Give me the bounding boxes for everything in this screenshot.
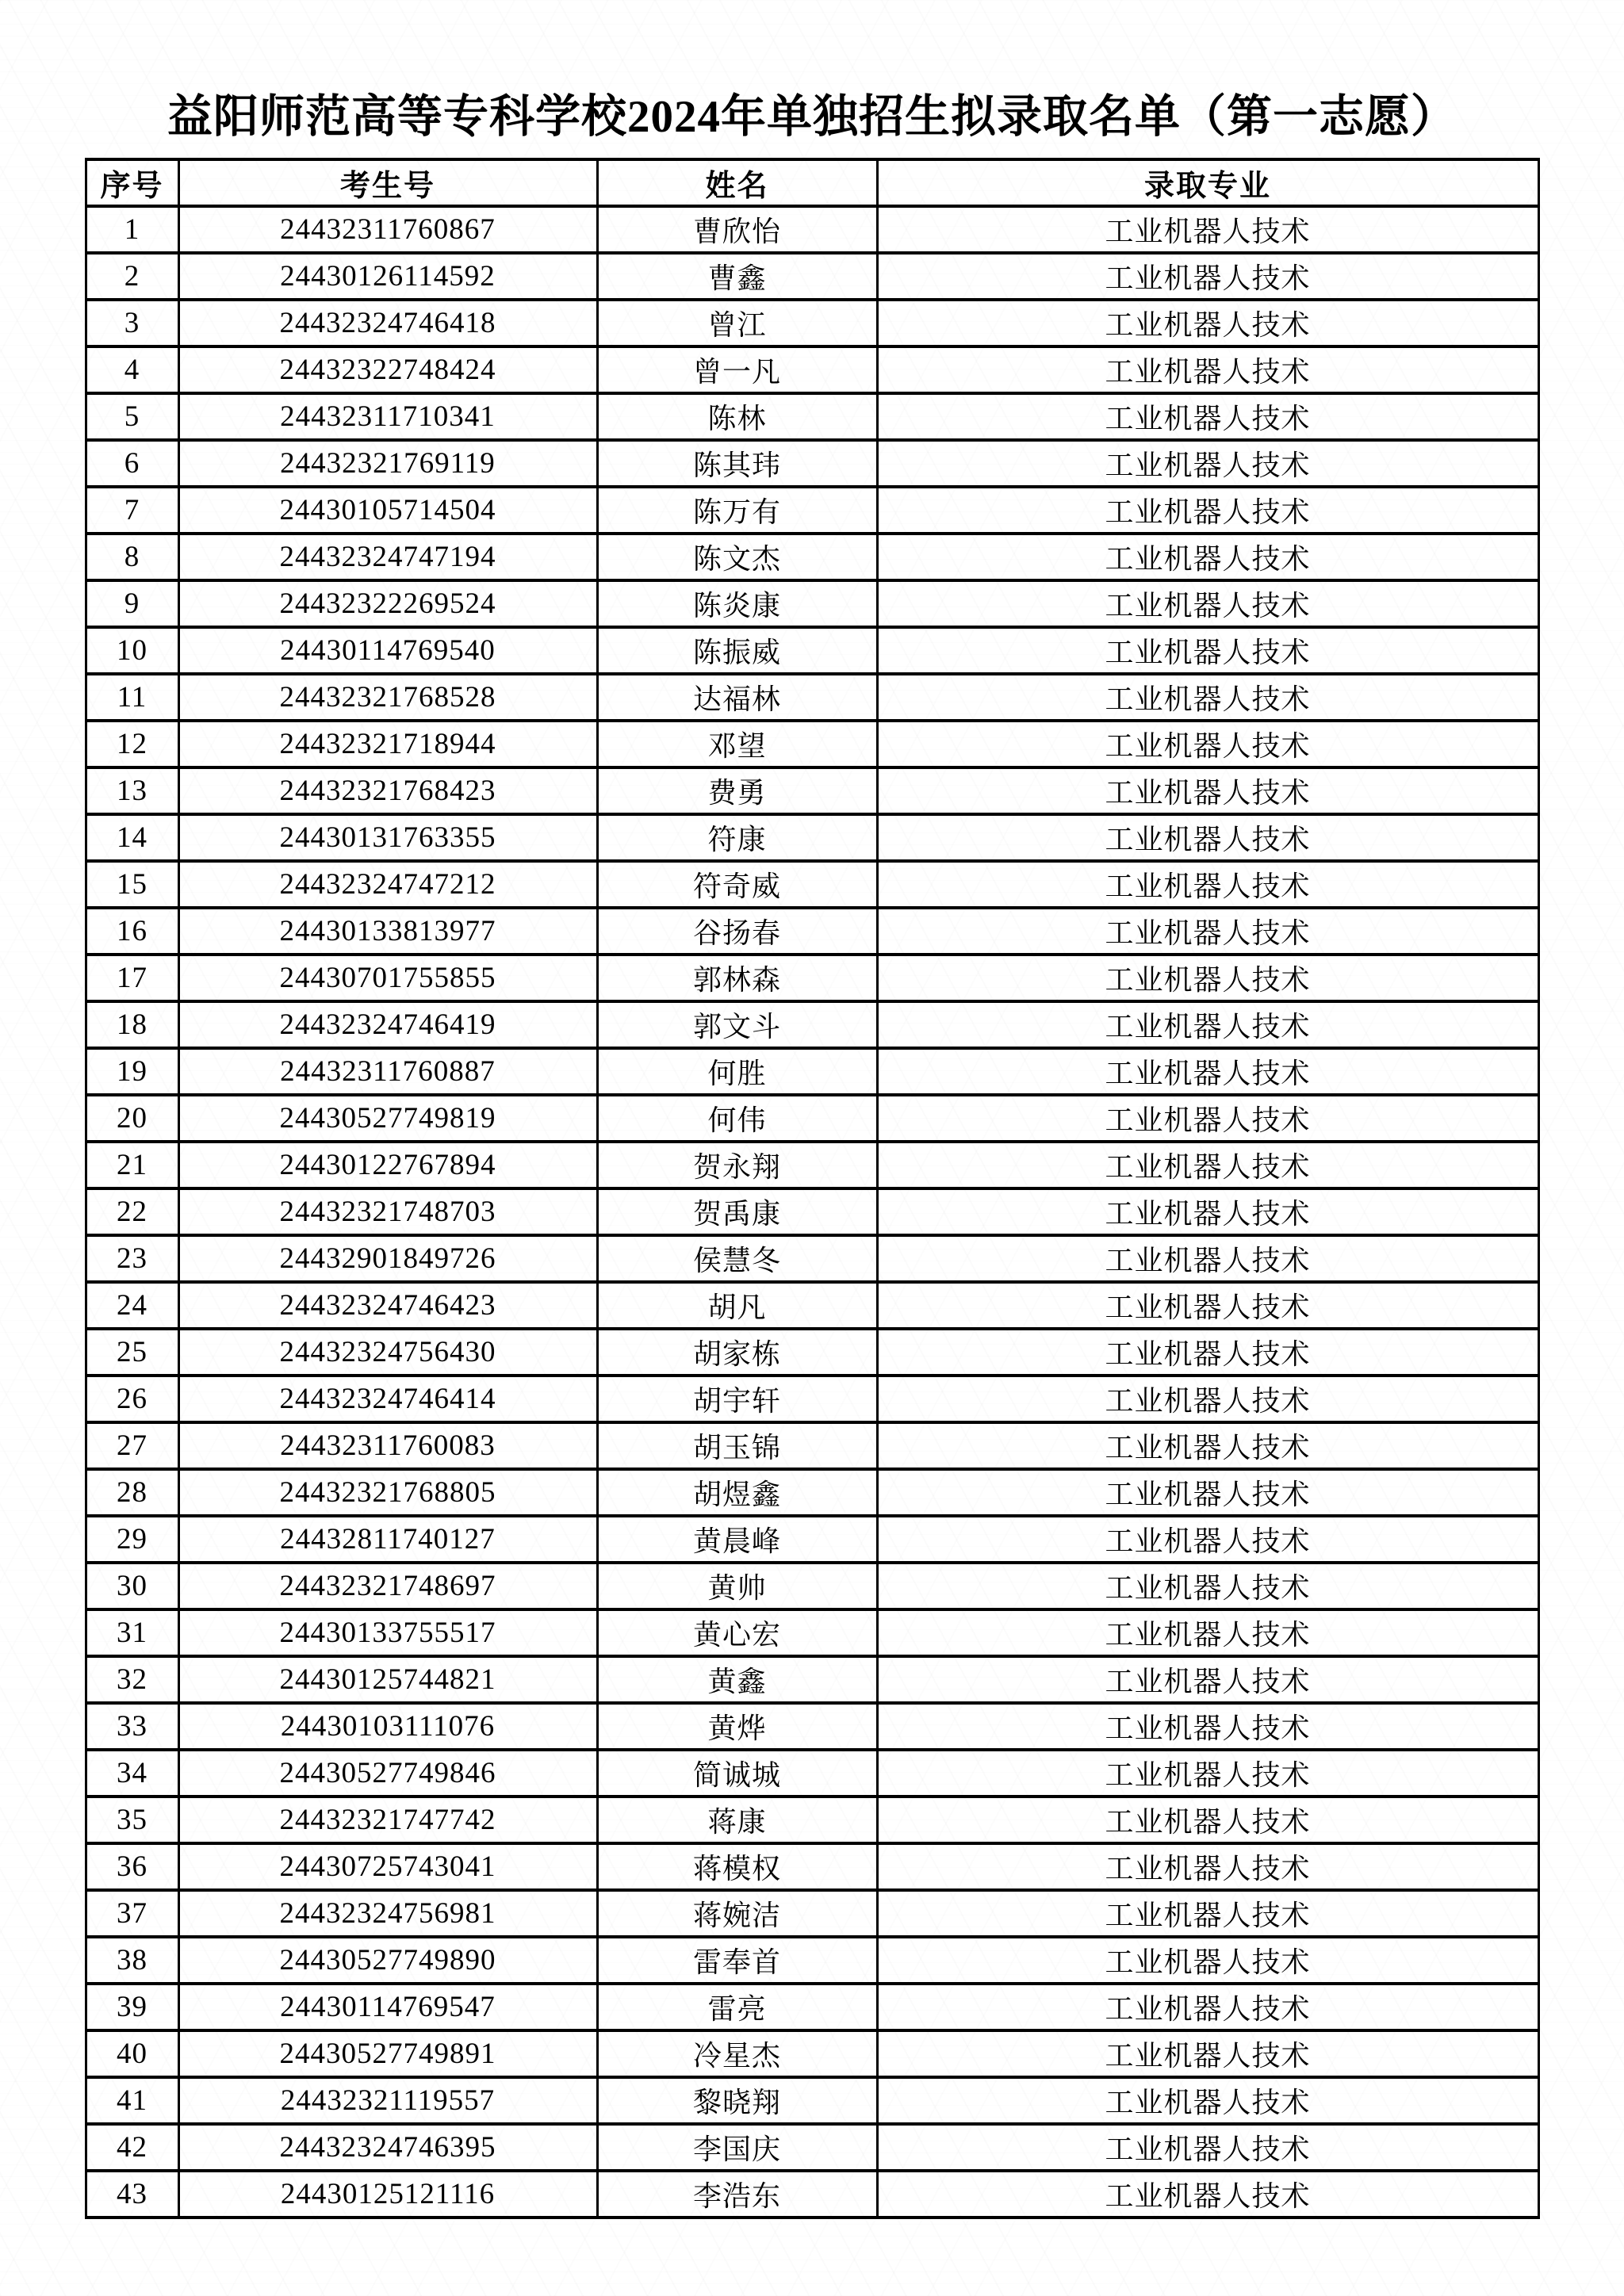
candidate-number-cell: 24432311760887 bbox=[178, 1048, 597, 1095]
admitted-major-cell: 工业机器人技术 bbox=[877, 1376, 1538, 1422]
table-row bbox=[86, 1797, 1538, 1843]
admitted-major-cell: 工业机器人技术 bbox=[877, 1422, 1538, 1469]
name-cell: 黄烨 bbox=[597, 1703, 877, 1750]
serial-number-cell: 4 bbox=[86, 346, 178, 393]
candidate-number-cell: 24430105714504 bbox=[178, 487, 597, 534]
admitted-major-cell: 工业机器人技术 bbox=[877, 1188, 1538, 1235]
serial-number-cell: 18 bbox=[86, 1001, 178, 1048]
serial-number-cell: 9 bbox=[86, 580, 178, 627]
admitted-major-cell: 工业机器人技术 bbox=[877, 1001, 1538, 1048]
table-row bbox=[86, 1048, 1538, 1095]
table-row bbox=[86, 487, 1538, 534]
candidate-number-cell: 24432321768805 bbox=[178, 1469, 597, 1516]
table-row bbox=[86, 721, 1538, 767]
name-cell: 曹欣怡 bbox=[597, 206, 877, 253]
admitted-major-cell: 工业机器人技术 bbox=[877, 206, 1538, 253]
serial-number-cell: 22 bbox=[86, 1188, 178, 1235]
admitted-major-cell: 工业机器人技术 bbox=[877, 1563, 1538, 1609]
name-cell: 黄帅 bbox=[597, 1563, 877, 1609]
name-cell: 胡玉锦 bbox=[597, 1422, 877, 1469]
admitted-major-cell: 工业机器人技术 bbox=[877, 1609, 1538, 1656]
table-row bbox=[86, 1516, 1538, 1563]
name-cell: 李国庆 bbox=[597, 2124, 877, 2171]
admitted-major-cell: 工业机器人技术 bbox=[877, 1843, 1538, 1890]
serial-number-cell: 29 bbox=[86, 1516, 178, 1563]
table-row bbox=[86, 2077, 1538, 2124]
table-row bbox=[86, 2171, 1538, 2218]
candidate-number-cell: 24432321747742 bbox=[178, 1797, 597, 1843]
admitted-major-cell: 工业机器人技术 bbox=[877, 1656, 1538, 1703]
table-row bbox=[86, 2124, 1538, 2171]
table-row bbox=[86, 1890, 1538, 1937]
table-row bbox=[86, 814, 1538, 861]
serial-number-cell: 41 bbox=[86, 2077, 178, 2124]
candidate-number-cell: 24432321768528 bbox=[178, 674, 597, 721]
candidate-number-cell: 24432324747212 bbox=[178, 861, 597, 908]
serial-number-cell: 33 bbox=[86, 1703, 178, 1750]
admitted-major-cell: 工业机器人技术 bbox=[877, 674, 1538, 721]
candidate-number-cell: 24430701755855 bbox=[178, 955, 597, 1001]
table-row bbox=[86, 955, 1538, 1001]
serial-number-cell: 28 bbox=[86, 1469, 178, 1516]
table-header-row bbox=[86, 159, 1538, 206]
candidate-number-cell: 24430114769540 bbox=[178, 627, 597, 674]
admitted-major-cell: 工业机器人技术 bbox=[877, 721, 1538, 767]
admitted-major-cell: 工业机器人技术 bbox=[877, 861, 1538, 908]
serial-number-cell: 13 bbox=[86, 767, 178, 814]
name-cell: 雷亮 bbox=[597, 1984, 877, 2030]
admitted-major-cell: 工业机器人技术 bbox=[877, 2077, 1538, 2124]
admitted-major-cell: 工业机器人技术 bbox=[877, 1750, 1538, 1797]
serial-number-cell: 26 bbox=[86, 1376, 178, 1422]
name-cell: 胡凡 bbox=[597, 1282, 877, 1329]
name-cell: 符康 bbox=[597, 814, 877, 861]
candidate-number-cell: 24432311760867 bbox=[178, 206, 597, 253]
admitted-major-cell: 工业机器人技术 bbox=[877, 534, 1538, 580]
table-row bbox=[86, 534, 1538, 580]
serial-number-cell: 19 bbox=[86, 1048, 178, 1095]
name-cell: 侯慧冬 bbox=[597, 1235, 877, 1282]
table-row bbox=[86, 1329, 1538, 1376]
table-row bbox=[86, 1095, 1538, 1142]
candidate-number-cell: 24430527749891 bbox=[178, 2030, 597, 2077]
name-cell: 李浩东 bbox=[597, 2171, 877, 2218]
candidate-number-cell: 24430103111076 bbox=[178, 1703, 597, 1750]
serial-number-cell: 15 bbox=[86, 861, 178, 908]
table-row bbox=[86, 1703, 1538, 1750]
table-row bbox=[86, 300, 1538, 346]
name-cell: 陈炎康 bbox=[597, 580, 877, 627]
admitted-major-cell: 工业机器人技术 bbox=[877, 300, 1538, 346]
name-cell: 达福林 bbox=[597, 674, 877, 721]
table-row bbox=[86, 627, 1538, 674]
table-row bbox=[86, 861, 1538, 908]
candidate-number-cell: 24430133755517 bbox=[178, 1609, 597, 1656]
candidate-number-cell: 24432322269524 bbox=[178, 580, 597, 627]
serial-number-cell: 12 bbox=[86, 721, 178, 767]
admitted-major-cell: 工业机器人技术 bbox=[877, 1469, 1538, 1516]
serial-number-cell: 34 bbox=[86, 1750, 178, 1797]
table-row bbox=[86, 346, 1538, 393]
serial-number-cell: 10 bbox=[86, 627, 178, 674]
name-cell: 贺永翔 bbox=[597, 1142, 877, 1188]
admitted-major-cell: 工业机器人技术 bbox=[877, 1282, 1538, 1329]
admitted-major-cell: 工业机器人技术 bbox=[877, 1516, 1538, 1563]
name-cell: 何胜 bbox=[597, 1048, 877, 1095]
candidate-number-cell: 24432324747194 bbox=[178, 534, 597, 580]
admitted-major-cell: 工业机器人技术 bbox=[877, 253, 1538, 300]
admitted-major-cell: 工业机器人技术 bbox=[877, 1984, 1538, 2030]
serial-number-cell: 8 bbox=[86, 534, 178, 580]
serial-number-cell: 2 bbox=[86, 253, 178, 300]
serial-number-cell: 30 bbox=[86, 1563, 178, 1609]
candidate-number-cell: 24432311760083 bbox=[178, 1422, 597, 1469]
table-body bbox=[86, 206, 1538, 2218]
candidate-number-cell: 24430725743041 bbox=[178, 1843, 597, 1890]
serial-number-cell: 23 bbox=[86, 1235, 178, 1282]
serial-number-cell: 17 bbox=[86, 955, 178, 1001]
name-cell: 贺禹康 bbox=[597, 1188, 877, 1235]
name-cell: 黄晨峰 bbox=[597, 1516, 877, 1563]
header-name: 姓名 bbox=[597, 159, 877, 206]
candidate-number-cell: 24432324746395 bbox=[178, 2124, 597, 2171]
serial-number-cell: 1 bbox=[86, 206, 178, 253]
serial-number-cell: 7 bbox=[86, 487, 178, 534]
candidate-number-cell: 24432311710341 bbox=[178, 393, 597, 440]
serial-number-cell: 25 bbox=[86, 1329, 178, 1376]
admitted-major-cell: 工业机器人技术 bbox=[877, 1048, 1538, 1095]
name-cell: 黄鑫 bbox=[597, 1656, 877, 1703]
admitted-major-cell: 工业机器人技术 bbox=[877, 767, 1538, 814]
admitted-major-cell: 工业机器人技术 bbox=[877, 346, 1538, 393]
candidate-number-cell: 24430133813977 bbox=[178, 908, 597, 955]
header-serial-number: 序号 bbox=[86, 159, 178, 206]
candidate-number-cell: 24432321768423 bbox=[178, 767, 597, 814]
admitted-major-cell: 工业机器人技术 bbox=[877, 1797, 1538, 1843]
name-cell: 陈振威 bbox=[597, 627, 877, 674]
table-row bbox=[86, 1376, 1538, 1422]
table-row bbox=[86, 440, 1538, 487]
name-cell: 黎晓翔 bbox=[597, 2077, 877, 2124]
candidate-number-cell: 24430126114592 bbox=[178, 253, 597, 300]
table-row bbox=[86, 1984, 1538, 2030]
table-row bbox=[86, 1142, 1538, 1188]
name-cell: 谷扬春 bbox=[597, 908, 877, 955]
name-cell: 邓望 bbox=[597, 721, 877, 767]
table-row bbox=[86, 1188, 1538, 1235]
table-row bbox=[86, 1001, 1538, 1048]
name-cell: 雷奉首 bbox=[597, 1937, 877, 1984]
candidate-number-cell: 24432324746423 bbox=[178, 1282, 597, 1329]
name-cell: 胡煜鑫 bbox=[597, 1469, 877, 1516]
candidate-number-cell: 24432321119557 bbox=[178, 2077, 597, 2124]
candidate-number-cell: 24430125121116 bbox=[178, 2171, 597, 2218]
candidate-number-cell: 24432321748697 bbox=[178, 1563, 597, 1609]
serial-number-cell: 14 bbox=[86, 814, 178, 861]
header-candidate-number: 考生号 bbox=[178, 159, 597, 206]
candidate-number-cell: 24430114769547 bbox=[178, 1984, 597, 2030]
candidate-number-cell: 24432321748703 bbox=[178, 1188, 597, 1235]
admitted-major-cell: 工业机器人技术 bbox=[877, 2124, 1538, 2171]
candidate-number-cell: 24430527749846 bbox=[178, 1750, 597, 1797]
candidate-number-cell: 24432324746419 bbox=[178, 1001, 597, 1048]
table-row bbox=[86, 1937, 1538, 1984]
table-row bbox=[86, 206, 1538, 253]
table-header bbox=[86, 159, 1538, 206]
table-row bbox=[86, 1843, 1538, 1890]
table-row bbox=[86, 580, 1538, 627]
admitted-major-cell: 工业机器人技术 bbox=[877, 393, 1538, 440]
table-row bbox=[86, 908, 1538, 955]
table-row bbox=[86, 1235, 1538, 1282]
serial-number-cell: 35 bbox=[86, 1797, 178, 1843]
name-cell: 曾江 bbox=[597, 300, 877, 346]
name-cell: 郭文斗 bbox=[597, 1001, 877, 1048]
serial-number-cell: 5 bbox=[86, 393, 178, 440]
admitted-major-cell: 工业机器人技术 bbox=[877, 908, 1538, 955]
table-row bbox=[86, 1656, 1538, 1703]
table-row bbox=[86, 767, 1538, 814]
name-cell: 曾一凡 bbox=[597, 346, 877, 393]
candidate-number-cell: 24430131763355 bbox=[178, 814, 597, 861]
serial-number-cell: 43 bbox=[86, 2171, 178, 2218]
candidate-number-cell: 24432321769119 bbox=[178, 440, 597, 487]
admitted-major-cell: 工业机器人技术 bbox=[877, 1937, 1538, 1984]
name-cell: 简诚城 bbox=[597, 1750, 877, 1797]
serial-number-cell: 37 bbox=[86, 1890, 178, 1937]
candidate-number-cell: 24432901849726 bbox=[178, 1235, 597, 1282]
serial-number-cell: 11 bbox=[86, 674, 178, 721]
serial-number-cell: 6 bbox=[86, 440, 178, 487]
name-cell: 胡家栋 bbox=[597, 1329, 877, 1376]
table-row bbox=[86, 1609, 1538, 1656]
table-row bbox=[86, 2030, 1538, 2077]
table-row bbox=[86, 1750, 1538, 1797]
admission-table bbox=[85, 158, 1540, 2219]
admitted-major-cell: 工业机器人技术 bbox=[877, 1890, 1538, 1937]
serial-number-cell: 27 bbox=[86, 1422, 178, 1469]
name-cell: 陈万有 bbox=[597, 487, 877, 534]
table-row bbox=[86, 393, 1538, 440]
table-row bbox=[86, 1422, 1538, 1469]
admitted-major-cell: 工业机器人技术 bbox=[877, 440, 1538, 487]
name-cell: 费勇 bbox=[597, 767, 877, 814]
name-cell: 黄心宏 bbox=[597, 1609, 877, 1656]
serial-number-cell: 31 bbox=[86, 1609, 178, 1656]
serial-number-cell: 40 bbox=[86, 2030, 178, 2077]
serial-number-cell: 38 bbox=[86, 1937, 178, 1984]
table-row bbox=[86, 674, 1538, 721]
admitted-major-cell: 工业机器人技术 bbox=[877, 1329, 1538, 1376]
serial-number-cell: 32 bbox=[86, 1656, 178, 1703]
serial-number-cell: 39 bbox=[86, 1984, 178, 2030]
name-cell: 何伟 bbox=[597, 1095, 877, 1142]
admitted-major-cell: 工业机器人技术 bbox=[877, 814, 1538, 861]
admitted-major-cell: 工业机器人技术 bbox=[877, 2171, 1538, 2218]
candidate-number-cell: 24430122767894 bbox=[178, 1142, 597, 1188]
serial-number-cell: 20 bbox=[86, 1095, 178, 1142]
name-cell: 郭林森 bbox=[597, 955, 877, 1001]
name-cell: 胡宇轩 bbox=[597, 1376, 877, 1422]
table-row bbox=[86, 253, 1538, 300]
name-cell: 符奇威 bbox=[597, 861, 877, 908]
candidate-number-cell: 24430125744821 bbox=[178, 1656, 597, 1703]
candidate-number-cell: 24432321718944 bbox=[178, 721, 597, 767]
admitted-major-cell: 工业机器人技术 bbox=[877, 487, 1538, 534]
admitted-major-cell: 工业机器人技术 bbox=[877, 1142, 1538, 1188]
name-cell: 陈文杰 bbox=[597, 534, 877, 580]
candidate-number-cell: 24432324756981 bbox=[178, 1890, 597, 1937]
candidate-number-cell: 24432324746418 bbox=[178, 300, 597, 346]
candidate-number-cell: 24432322748424 bbox=[178, 346, 597, 393]
name-cell: 蒋婉洁 bbox=[597, 1890, 877, 1937]
admitted-major-cell: 工业机器人技术 bbox=[877, 955, 1538, 1001]
admitted-major-cell: 工业机器人技术 bbox=[877, 1095, 1538, 1142]
admitted-major-cell: 工业机器人技术 bbox=[877, 1235, 1538, 1282]
serial-number-cell: 36 bbox=[86, 1843, 178, 1890]
name-cell: 曹鑫 bbox=[597, 253, 877, 300]
candidate-number-cell: 24432324756430 bbox=[178, 1329, 597, 1376]
table-row bbox=[86, 1563, 1538, 1609]
name-cell: 冷星杰 bbox=[597, 2030, 877, 2077]
name-cell: 蒋康 bbox=[597, 1797, 877, 1843]
admitted-major-cell: 工业机器人技术 bbox=[877, 1703, 1538, 1750]
serial-number-cell: 42 bbox=[86, 2124, 178, 2171]
candidate-number-cell: 24430527749819 bbox=[178, 1095, 597, 1142]
admitted-major-cell: 工业机器人技术 bbox=[877, 580, 1538, 627]
admitted-major-cell: 工业机器人技术 bbox=[877, 627, 1538, 674]
table-row bbox=[86, 1282, 1538, 1329]
table-row bbox=[86, 1469, 1538, 1516]
serial-number-cell: 16 bbox=[86, 908, 178, 955]
page-title: 益阳师范高等专科学校2024年单独招生拟录取名单（第一志愿） bbox=[167, 92, 1457, 142]
serial-number-cell: 3 bbox=[86, 300, 178, 346]
candidate-number-cell: 24432811740127 bbox=[178, 1516, 597, 1563]
name-cell: 蒋模权 bbox=[597, 1843, 877, 1890]
name-cell: 陈其玮 bbox=[597, 440, 877, 487]
candidate-number-cell: 24430527749890 bbox=[178, 1937, 597, 1984]
header-admitted-major: 录取专业 bbox=[877, 159, 1538, 206]
serial-number-cell: 21 bbox=[86, 1142, 178, 1188]
serial-number-cell: 24 bbox=[86, 1282, 178, 1329]
name-cell: 陈林 bbox=[597, 393, 877, 440]
admitted-major-cell: 工业机器人技术 bbox=[877, 2030, 1538, 2077]
candidate-number-cell: 24432324746414 bbox=[178, 1376, 597, 1422]
